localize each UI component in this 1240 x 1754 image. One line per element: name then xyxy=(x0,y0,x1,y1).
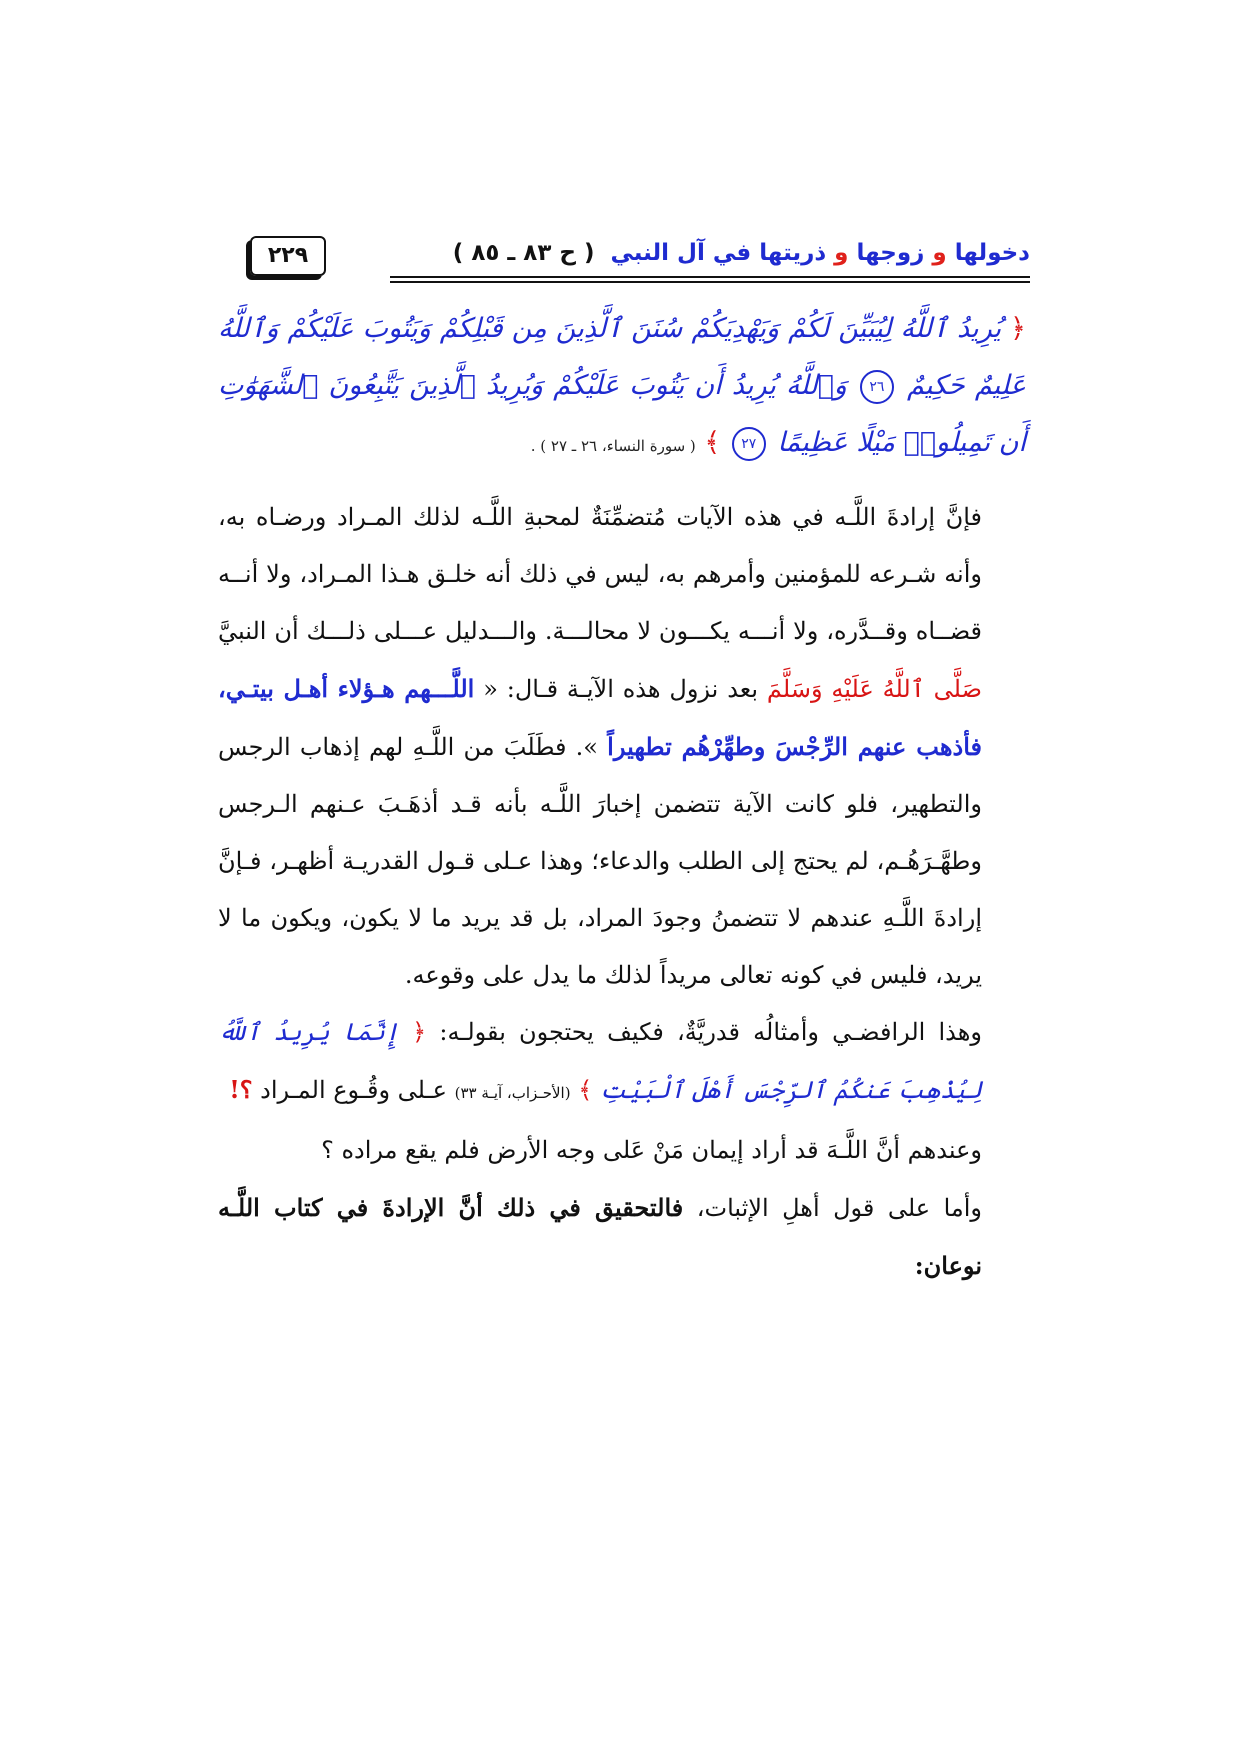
ayah-marker-27: ٢٧ xyxy=(732,427,766,461)
verse-reference: ( سورة النساء، ٢٦ ـ ٢٧ ) . xyxy=(530,437,696,455)
paragraph-1-end: ». فطَلَبَ من اللَّـهِ لهم إذهاب الرجس والتطهير، فلو كانت الآية تتضمن إخبارَ اللَّـه بأنه قـد أذهَـبَ عـنهم الـرجس وطهَّـرَهُـم، لم يحتج إلى الطلب والدعاء؛ وهذا عـلى قـول القدريـة أظهـر، فـإنَّ إرادةَ اللَّـهِ عندهم لا تتضمنُ وجودَ المراد، بل قد يريد ما لا يكون، ويكون ما لا يريد، فليس في كونه تعالى مريداً لذلك ما يدل على وقوعه. xyxy=(218,733,982,989)
paragraph-3-bold: فالتحقيق في ذلك أنَّ الإرادةَ في كتاب اللَّـه نوعان: xyxy=(218,1193,982,1280)
title-and-1: و xyxy=(932,240,947,266)
page-header xyxy=(250,236,1030,286)
title-part-3: ذريتها في آل النبي xyxy=(610,240,827,266)
hadith-quote: اللَّـــهم هـؤلاء أهـل بيتـي، فأذهب عنهم الرِّجْسَ وطهِّرْهُم تطهيراً xyxy=(218,674,982,761)
page-content xyxy=(218,300,1026,1295)
verse-open-ornament-icon: ﴿ xyxy=(1010,313,1026,344)
paragraph-2 xyxy=(218,1004,1026,1179)
paragraph-1 xyxy=(218,489,1026,1004)
verse-line-3: وَٱللَّهُ يُرِيدُ أَن يَتُوبَ عَلَيْكُمْ وَيُرِيدُ ٱلَّذِينَ يَتَّبِعُونَ xyxy=(328,370,847,401)
title-and-2: و xyxy=(834,240,849,266)
running-title xyxy=(453,240,1030,267)
exclamation-mark: ؟! xyxy=(229,1075,253,1104)
salla-allah-phrase: صَلَّى ٱللَّهُ عَلَيْهِ وَسَلَّمَ xyxy=(766,675,982,703)
quran-verse-block xyxy=(218,300,1026,475)
paragraph-2-start: وهذا الرافضـي وأمثالُه قدريَّةٌ، فكيف يحتجون بقولـه: xyxy=(439,1018,982,1046)
page-number: ٢٢٩ xyxy=(250,236,326,276)
header-rule xyxy=(390,276,1030,283)
paragraph-2-end: وعندهم أنَّ اللَّـهَ قد أراد إيمان مَنْ عَلى وجه الأرض فلم يقع مراده ؟ xyxy=(321,1136,982,1164)
paragraph-1-text: فإنَّ إرادةَ اللَّـه في هذه الآيات مُتضمِّنَةٌ لمحبةِ اللَّـه لذلك المـراد ورضـاه به، وأنه شـرعه للمؤمنين وأمرهم به، ليس في ذلك أنه خلـق هـذا المـراد، ولا أنــه قضــاه وقــدَّره، ولا أنـــه يكـــون لا محالـــة. والـــدليل عـــلى ذلـــك أن النبيَّ xyxy=(218,503,982,645)
verse-close-ornament-inline-icon: ﴾ xyxy=(578,1076,593,1104)
inline-verse: إِنَّمَا يُرِيدُ ٱللَّهُ لِيُذْهِبَ عَنكُمُ ٱلرِّجْسَ أَهْلَ ٱلْبَيْتِ xyxy=(218,1018,982,1104)
verse-line-4: ٱلشَّهَوَٰتِ أَن تَمِيلُوا۟ مَيْلًا عَظِيمًا xyxy=(218,370,1026,458)
verse-open-ornament-inline-icon: ﴿ xyxy=(412,1018,427,1046)
title-part-2: زوجها xyxy=(856,240,925,266)
title-range: ( ح ٨٣ ـ ٨٥ ) xyxy=(452,240,595,266)
verse-close-ornament-icon: ﴾ xyxy=(704,427,721,458)
paragraph-1-cont: بعد نزول هذه الآيـة قـال: « xyxy=(483,675,759,703)
title-part-1: دخولها xyxy=(954,240,1030,266)
paragraph-3 xyxy=(218,1179,1026,1295)
paragraph-3-start: وأما على قول أهلِ الإثبات، xyxy=(696,1194,982,1222)
verse-line-1: يُرِيدُ ٱللَّهُ لِيُبَيِّنَ لَكُمْ وَيَهْدِيَكُمْ سُنَنَ ٱلَّذِينَ مِن قَبْلِكُمْ وَيَتُوبَ عَلَيْكُمْ xyxy=(287,313,1002,344)
verse-line-2: وَٱللَّهُ عَلِيمٌ حَكِيمٌ xyxy=(218,313,1026,401)
paragraph-2-mid: عـلى وقُـوع المـراد xyxy=(260,1076,447,1104)
ayah-marker-26: ٢٦ xyxy=(860,370,894,404)
inline-verse-reference: (الأحـزاب، آيـة ٣٣) xyxy=(454,1084,571,1102)
